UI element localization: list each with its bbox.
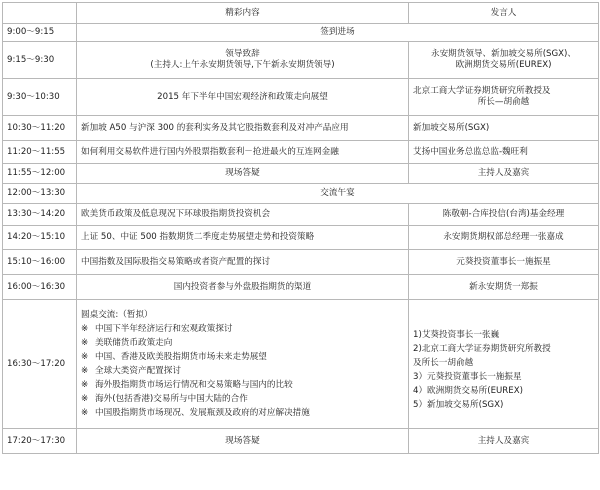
list-item (81, 350, 404, 364)
header-content: 精彩内容 (77, 3, 409, 24)
row-content: 签到进场 (77, 24, 599, 42)
table-row (3, 141, 599, 164)
list-marker: ※ (81, 408, 89, 418)
row-speaker: 新加坡交易所(SGX) (409, 116, 599, 141)
list-item: 1)艾葵投资事长一张巍 (413, 330, 500, 340)
table-row (3, 116, 599, 141)
table-row (3, 250, 599, 275)
row-content: 现场答疑 (77, 429, 409, 454)
row-content: 欧美货币政策及低息现况下环球股指期货投资机会 (77, 204, 409, 226)
row-content: 中国指数及国际股指交易策略或者资产配置的探讨 (77, 250, 409, 275)
list-item: 4）欧洲期货交易所(EUREX) (413, 386, 523, 396)
row-content: 2015 年下半年中国宏观经济和政策走向展望 (77, 79, 409, 116)
table-row (3, 164, 599, 184)
list-item (81, 406, 404, 420)
row-time: 16:00～16:30 (3, 275, 77, 300)
topic-text: 海外股指期货市场运行情况和交易策略与国内的比较 (95, 380, 293, 390)
list-item (81, 364, 404, 378)
row-content: 新加坡 A50 与沪深 300 的套利实务及其它股指数套利及对冲产品应用 (77, 116, 409, 141)
row-time: 16:30～17:20 (3, 300, 77, 429)
row-time: 14:20～15:10 (3, 226, 77, 250)
row-content-line: 领导致辞 (225, 49, 260, 59)
list-marker: ※ (81, 366, 89, 376)
table-row (3, 300, 599, 429)
list-item: 2)北京工商大学证券期货研究所教授 (413, 344, 551, 354)
row-content: 交流午宴 (77, 184, 599, 204)
table-row (3, 79, 599, 116)
table-row (3, 429, 599, 454)
header-time (3, 3, 77, 24)
row-speaker-line: 永安期货领导、新加坡交易所(SGX)、 (430, 49, 577, 59)
row-time: 11:55～12:00 (3, 164, 77, 184)
table-row (3, 42, 599, 79)
roundtable-content (77, 300, 409, 429)
row-speaker-line: 北京工商大学证券期货研究所教授及 (413, 86, 551, 96)
row-speaker-line: 所长—胡俞越 (477, 97, 530, 107)
row-speaker-line: 欧洲期货交易所(EUREX) (455, 60, 552, 70)
table-row (3, 226, 599, 250)
list-item: 5）新加坡交易所(SGX) (413, 400, 504, 410)
row-speaker (409, 79, 599, 116)
row-speaker: 艾扬中国业务总监总监-魏旺利 (409, 141, 599, 164)
list-marker: ※ (81, 338, 89, 348)
row-speaker: 元葵投资董事长一施振星 (409, 250, 599, 275)
table-header (3, 3, 599, 24)
row-speaker (409, 42, 599, 79)
row-speaker: 新永安期货一郑振 (409, 275, 599, 300)
table-row (3, 24, 599, 42)
row-content-line: (主持人:上午永安期货领导,下午新永安期货领导) (150, 60, 335, 70)
list-item (81, 322, 404, 336)
row-content: 现场答疑 (77, 164, 409, 184)
list-marker: ※ (81, 324, 89, 334)
list-item (81, 336, 404, 350)
list-item (81, 392, 404, 406)
topic-text: 中国、香港及欧美股指期货市场未来走势展望 (95, 352, 267, 362)
roundtable-topic-list (81, 322, 404, 420)
roundtable-title: 圆桌交流:（暂拟） (81, 310, 153, 320)
row-time: 9:15～9:30 (3, 42, 77, 79)
row-speaker: 陈敬朝-合库投信(台湾)基金经理 (409, 204, 599, 226)
list-item (81, 378, 404, 392)
topic-text: 中国下半年经济运行和宏观政策探讨 (95, 324, 233, 334)
topic-text: 美联储货币政策走向 (95, 338, 173, 348)
row-content: 如何利用交易软件进行国内外股票指数套利－抢进最火的互连网金融 (77, 141, 409, 164)
row-time: 11:20～11:55 (3, 141, 77, 164)
row-content (77, 42, 409, 79)
row-speaker: 永安期货期权部总经理一张嘉成 (409, 226, 599, 250)
row-time: 12:00～13:30 (3, 184, 77, 204)
row-speaker: 主持人及嘉宾 (409, 429, 599, 454)
row-time: 17:20～17:30 (3, 429, 77, 454)
list-marker: ※ (81, 380, 89, 390)
row-time: 15:10～16:00 (3, 250, 77, 275)
list-marker: ※ (81, 352, 89, 362)
row-content: 上证 50、中证 500 指数期货二季度走势展望走势和投资策略 (77, 226, 409, 250)
topic-text: 全球大类资产配置探讨 (95, 366, 181, 376)
header-speaker: 发言人 (409, 3, 599, 24)
row-content: 国内投资者参与外盘股指期货的渠道 (77, 275, 409, 300)
list-item: 3）元葵投资董事长一施振星 (413, 372, 522, 382)
row-time: 9:30～10:30 (3, 79, 77, 116)
row-speaker: 主持人及嘉宾 (409, 164, 599, 184)
roundtable-speakers (409, 300, 599, 429)
row-time: 13:30～14:20 (3, 204, 77, 226)
agenda-table (2, 2, 599, 454)
row-time: 9:00～9:15 (3, 24, 77, 42)
row-time: 10:30～11:20 (3, 116, 77, 141)
table-row (3, 275, 599, 300)
roundtable-speaker-list (413, 328, 594, 412)
table-row (3, 184, 599, 204)
table-row (3, 204, 599, 226)
list-marker: ※ (81, 394, 89, 404)
topic-text: 中国股指期货市场现况、发展瓶颈及政府的对应解决措施 (95, 408, 310, 418)
list-item: 及所长一胡俞越 (413, 358, 474, 368)
topic-text: 海外(包括香港)交易所与中国大陆的合作 (95, 394, 248, 404)
